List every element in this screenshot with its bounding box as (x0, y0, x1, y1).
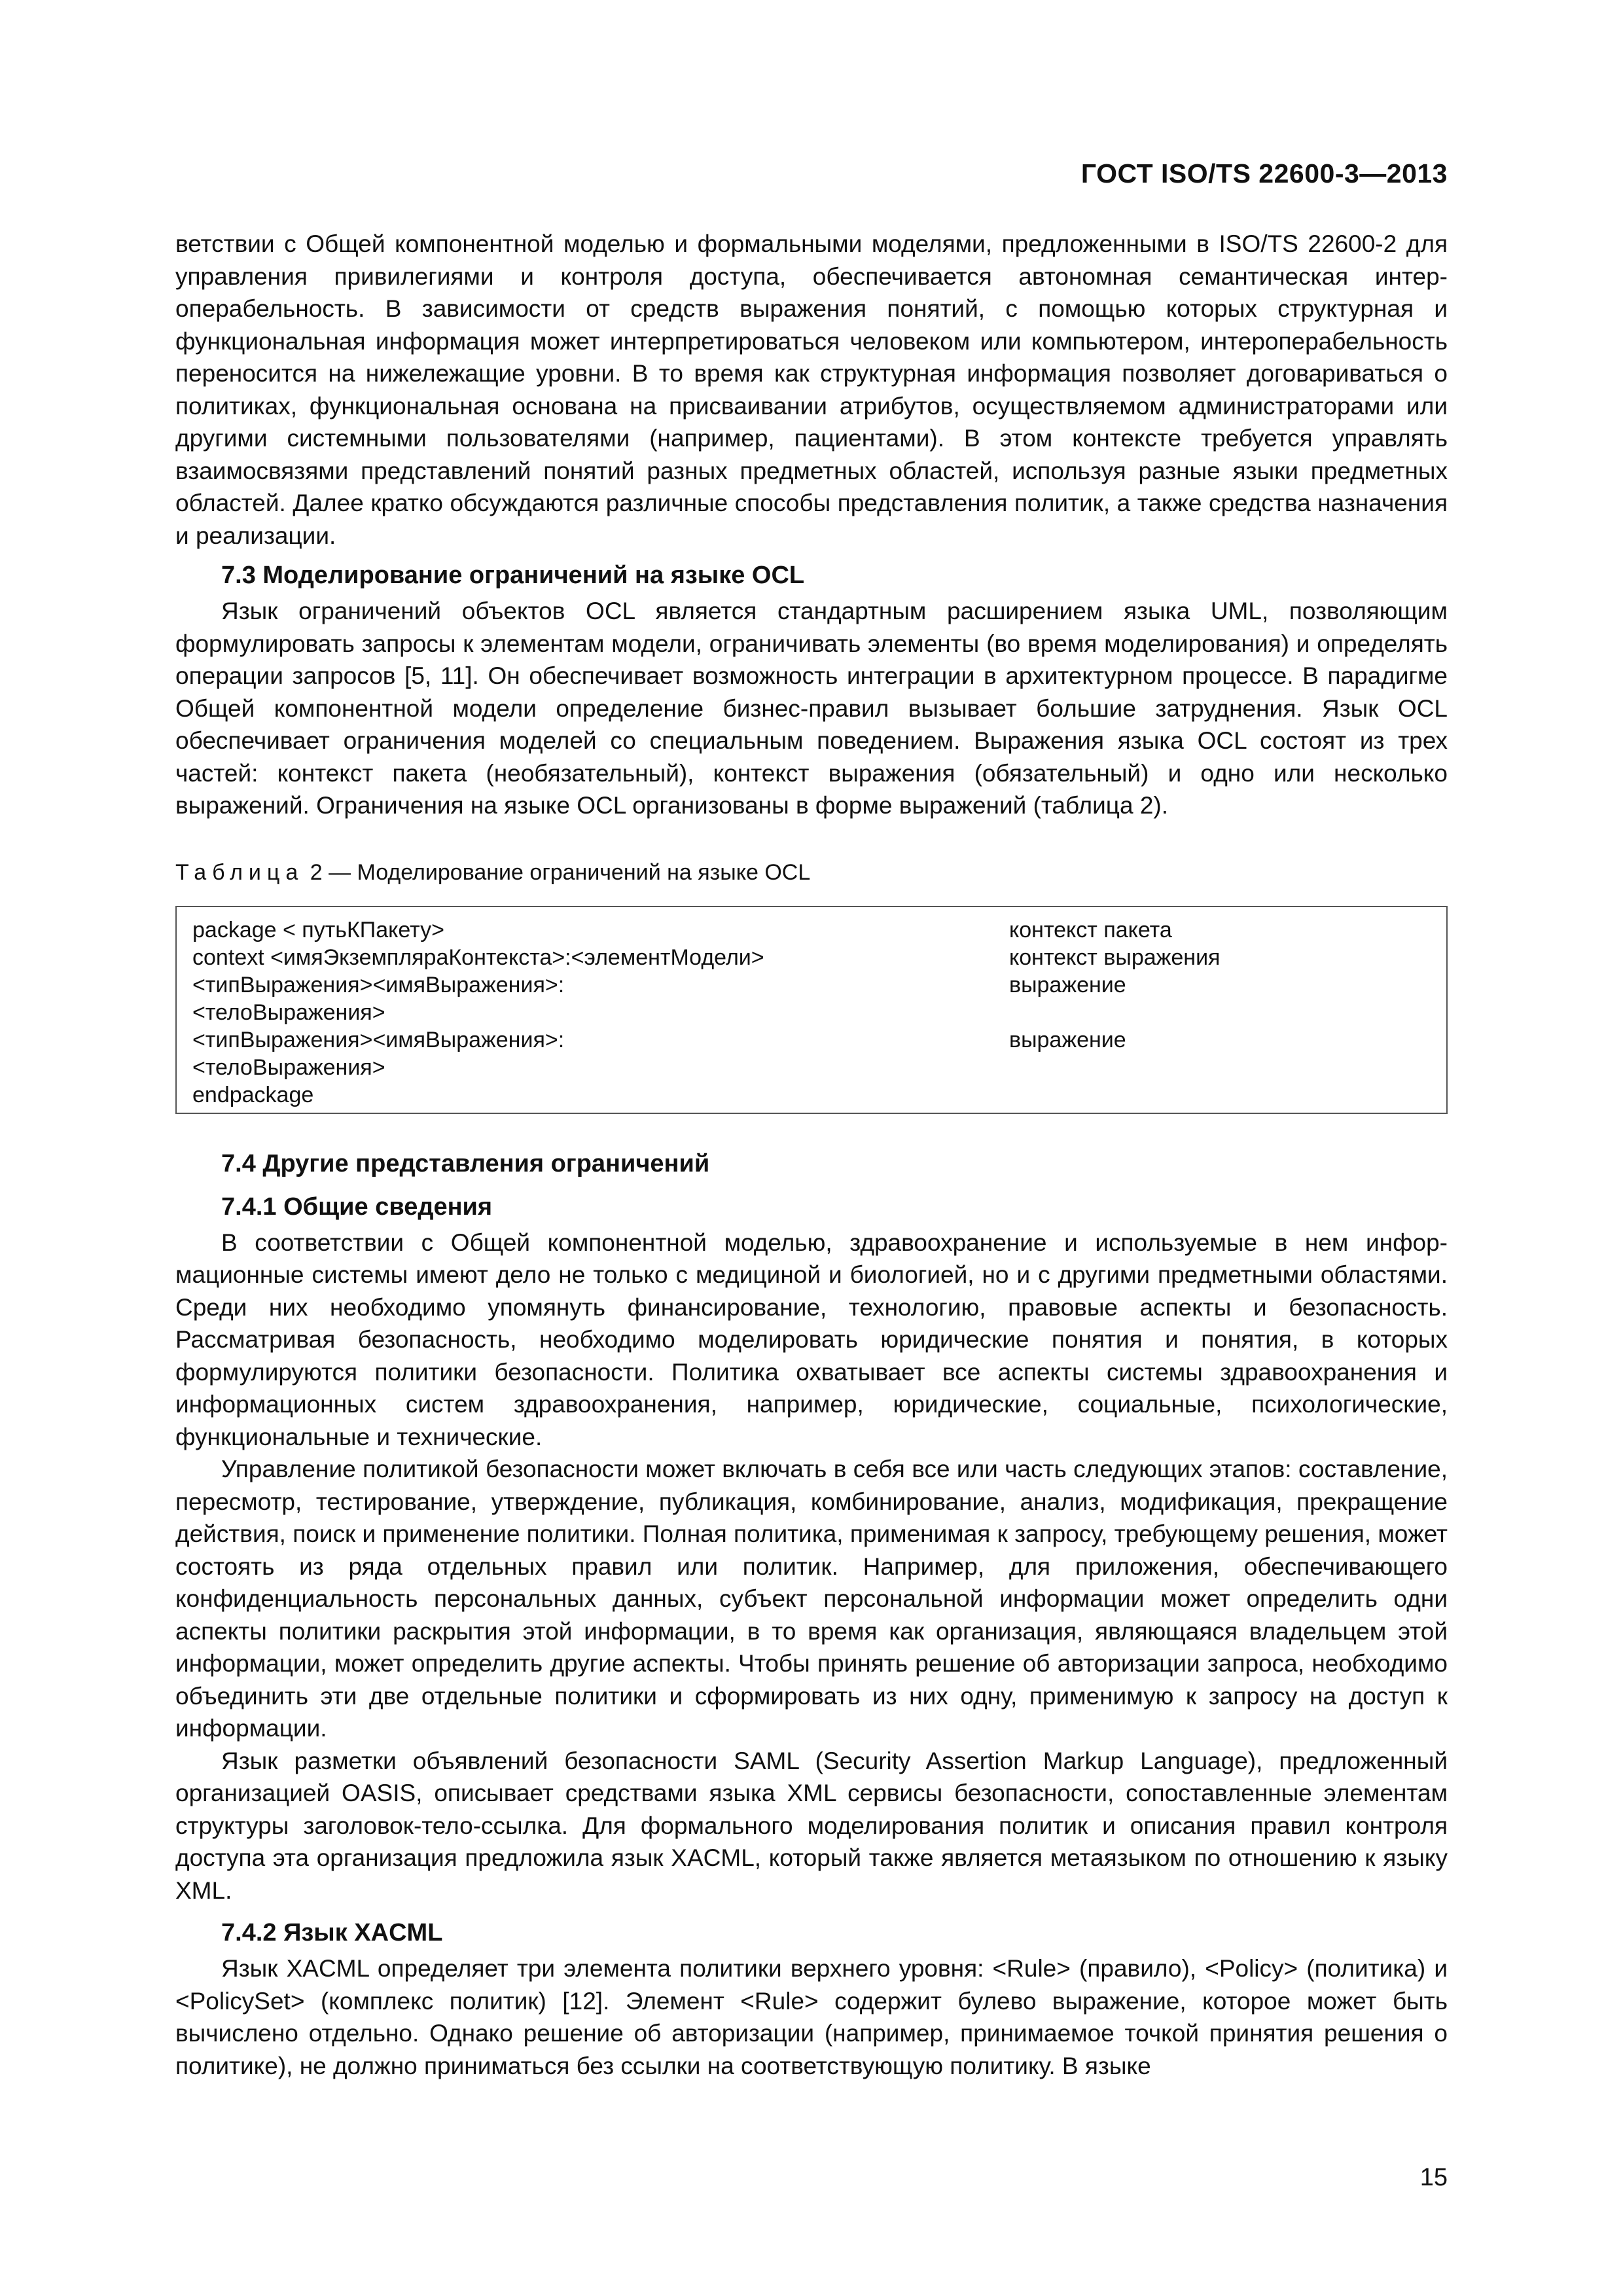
section-7-4-2-paragraph: Язык XACML определяет три элемента политики верхнего уровня: <Rule> (правило), <Policy> (политика) и <PolicySet> (комплекс политик) [12]. Элемент <Rule> содержит булево выражение, которое может быть вычислено отдельно. Однако решение об авторизации (например, принимаемое точкой принятия решения о политике), не должно приниматься без ссылки на соответствующую политику. В языке (175, 1955, 1448, 2079)
table-row (192, 999, 1433, 1026)
section-7-4-1-paragraph-2: Управление политикой безопасности может включать в себя все или часть следующих этапов: составление, пересмотр, тестирование, утверждение, публикация, комбинирование, анализ, модификация, прекращение действия, поиск и применение политики. Полная политика, применимая к запросу, требующему решения, может состоять из ряда отдельных правил или политик. Например, для приложения, обеспечивающего конфиденциальность персональных данных, субъект персональной информации может определить одни аспекты политики раскрытия этой информации, в то время как организация, являющаяся владельцем этой информации, может определить другие аспекты. Чтобы принять решение об авторизации запроса, необходимо объединить эти две отдельные политики и сформировать из них одну, применимую к запросу на доступ к информации. (175, 1456, 1448, 1742)
page-content (175, 228, 1448, 2082)
table-cell-code: endpackage (192, 1082, 314, 1107)
table-cell-desc (1009, 999, 1433, 1026)
table-2-caption (175, 859, 1448, 886)
table-cell-desc: выражение (1009, 972, 1126, 997)
table-caption-title: 2 — Моделирование ограничений на языке OCL (304, 859, 811, 885)
table-cell-code: <телоВыражения> (192, 1054, 385, 1080)
section-7-4-1-paragraph-3: Язык разметки объявлений безопасности SAML (Security Assertion Markup Language), предложенный организацией OASIS, описывает средствами языка XML сервисы безопасности, сопоставленные элементам структуры заголовок-тело-ссылка. Для формального моделирования политик и описания правил контроля доступа эта организация предложила язык XACML, который также является метаязыком по отношению к языку XML. (175, 1747, 1448, 1904)
table-row (192, 1081, 1433, 1109)
table-cell-code: context <имяЭкземпляраКонтекста>:<элементМодели> (192, 944, 764, 970)
table-row (192, 944, 1433, 971)
document-header: ГОСТ ISO/TS 22600-3—2013 (1080, 158, 1448, 188)
table-cell-code: <типВыражения><имяВыражения>: (192, 1027, 565, 1052)
section-7-4-1-heading: 7.4.1 Общие сведения (221, 1193, 493, 1221)
section-7-4-1-paragraph-1: В соответствии с Общей компонентной моделью, здравоохранение и используемые в нем информационные системы имеют дело не только с медициной и биологией, но и с другими предметными областями. Среди них необходимо упомянуть финансирование, технологию, правовые аспекты и безопасность. Рассматривая безопасность, необходимо моделировать юридические понятия и понятия, в которых формулируются политики безопасности. Политика охватывает все аспекты системы здравоохранения и информационных систем здравоохранения, например, юридические, социальные, психологические, функциональные и технические. (175, 1229, 1448, 1450)
table-row (192, 971, 1433, 999)
page-number: 15 (1419, 2164, 1448, 2191)
table-row (192, 916, 1433, 944)
table-cell-desc (1009, 1054, 1433, 1081)
section-7-4-heading: 7.4 Другие представления ограничений (221, 1149, 710, 1177)
table-caption-label: Таблица (175, 859, 304, 885)
section-7-4-2-heading: 7.4.2 Язык XACML (221, 1919, 443, 1946)
table-cell-desc: выражение (1009, 1027, 1126, 1052)
table-2 (175, 906, 1448, 1114)
table-cell-code: <телоВыражения> (192, 999, 385, 1025)
table-cell-desc (1009, 1081, 1433, 1109)
section-7-3-heading: 7.3 Моделирование ограничений на языке OCL (221, 562, 805, 589)
table-cell-code: package < путьКПакету> (192, 917, 444, 942)
table-cell-desc: контекст выражения (1009, 944, 1221, 970)
table-row (192, 1026, 1433, 1054)
table-cell-code: <типВыражения><имяВыражения>: (192, 972, 565, 997)
section-7-3-paragraph: Язык ограничений объектов OCL является стандартным расширением языка UML, позволяющим формулировать запросы к элементам модели, ограничивать элементы (во время моделирования) и определять операции запросов [5, 11]. Он обеспечивает возможность интеграции в архитектурном процессе. В парадигме Общей компонентной модели определение бизнес-правил вызывает большие затруднения. Язык OCL обеспечивает ограничения моделей со специальным поведением. Выражения языка OCL состоят из трех частей: контекст пакета (необязательный), контекст выражения (обязательный) и одно или несколько выражений. Ограничения на языке OCL организованы в форме выражений (таблица 2). (175, 598, 1448, 819)
intro-paragraph: ветствии с Общей компонентной моделью и формальными моделями, предложенными в ISO/TS 22600-2 для управления привилегиями и контроля доступа, обеспечивается автономная семантическая интероперабельность. В зависимости от средств выражения понятий, с помощью которых структурная и функциональная информация может интерпретироваться человеком или компьютером, интероперабельность переносится на нижележащие уровни. В то время как структурная информация позволяет договариваться о политиках, функциональная основана на присваивании атрибутов, осуществляемом администраторами или другими системными пользователями (например, пациентами). В этом контексте требуется управлять взаимосвязями представлений понятий разных предметных областей, используя разные языки предметных областей. Далее кратко обсуждаются различные способы представления политик, а также средства назначения и реализации. (175, 230, 1448, 549)
table-row (192, 1054, 1433, 1081)
table-cell-desc: контекст пакета (1009, 917, 1172, 942)
